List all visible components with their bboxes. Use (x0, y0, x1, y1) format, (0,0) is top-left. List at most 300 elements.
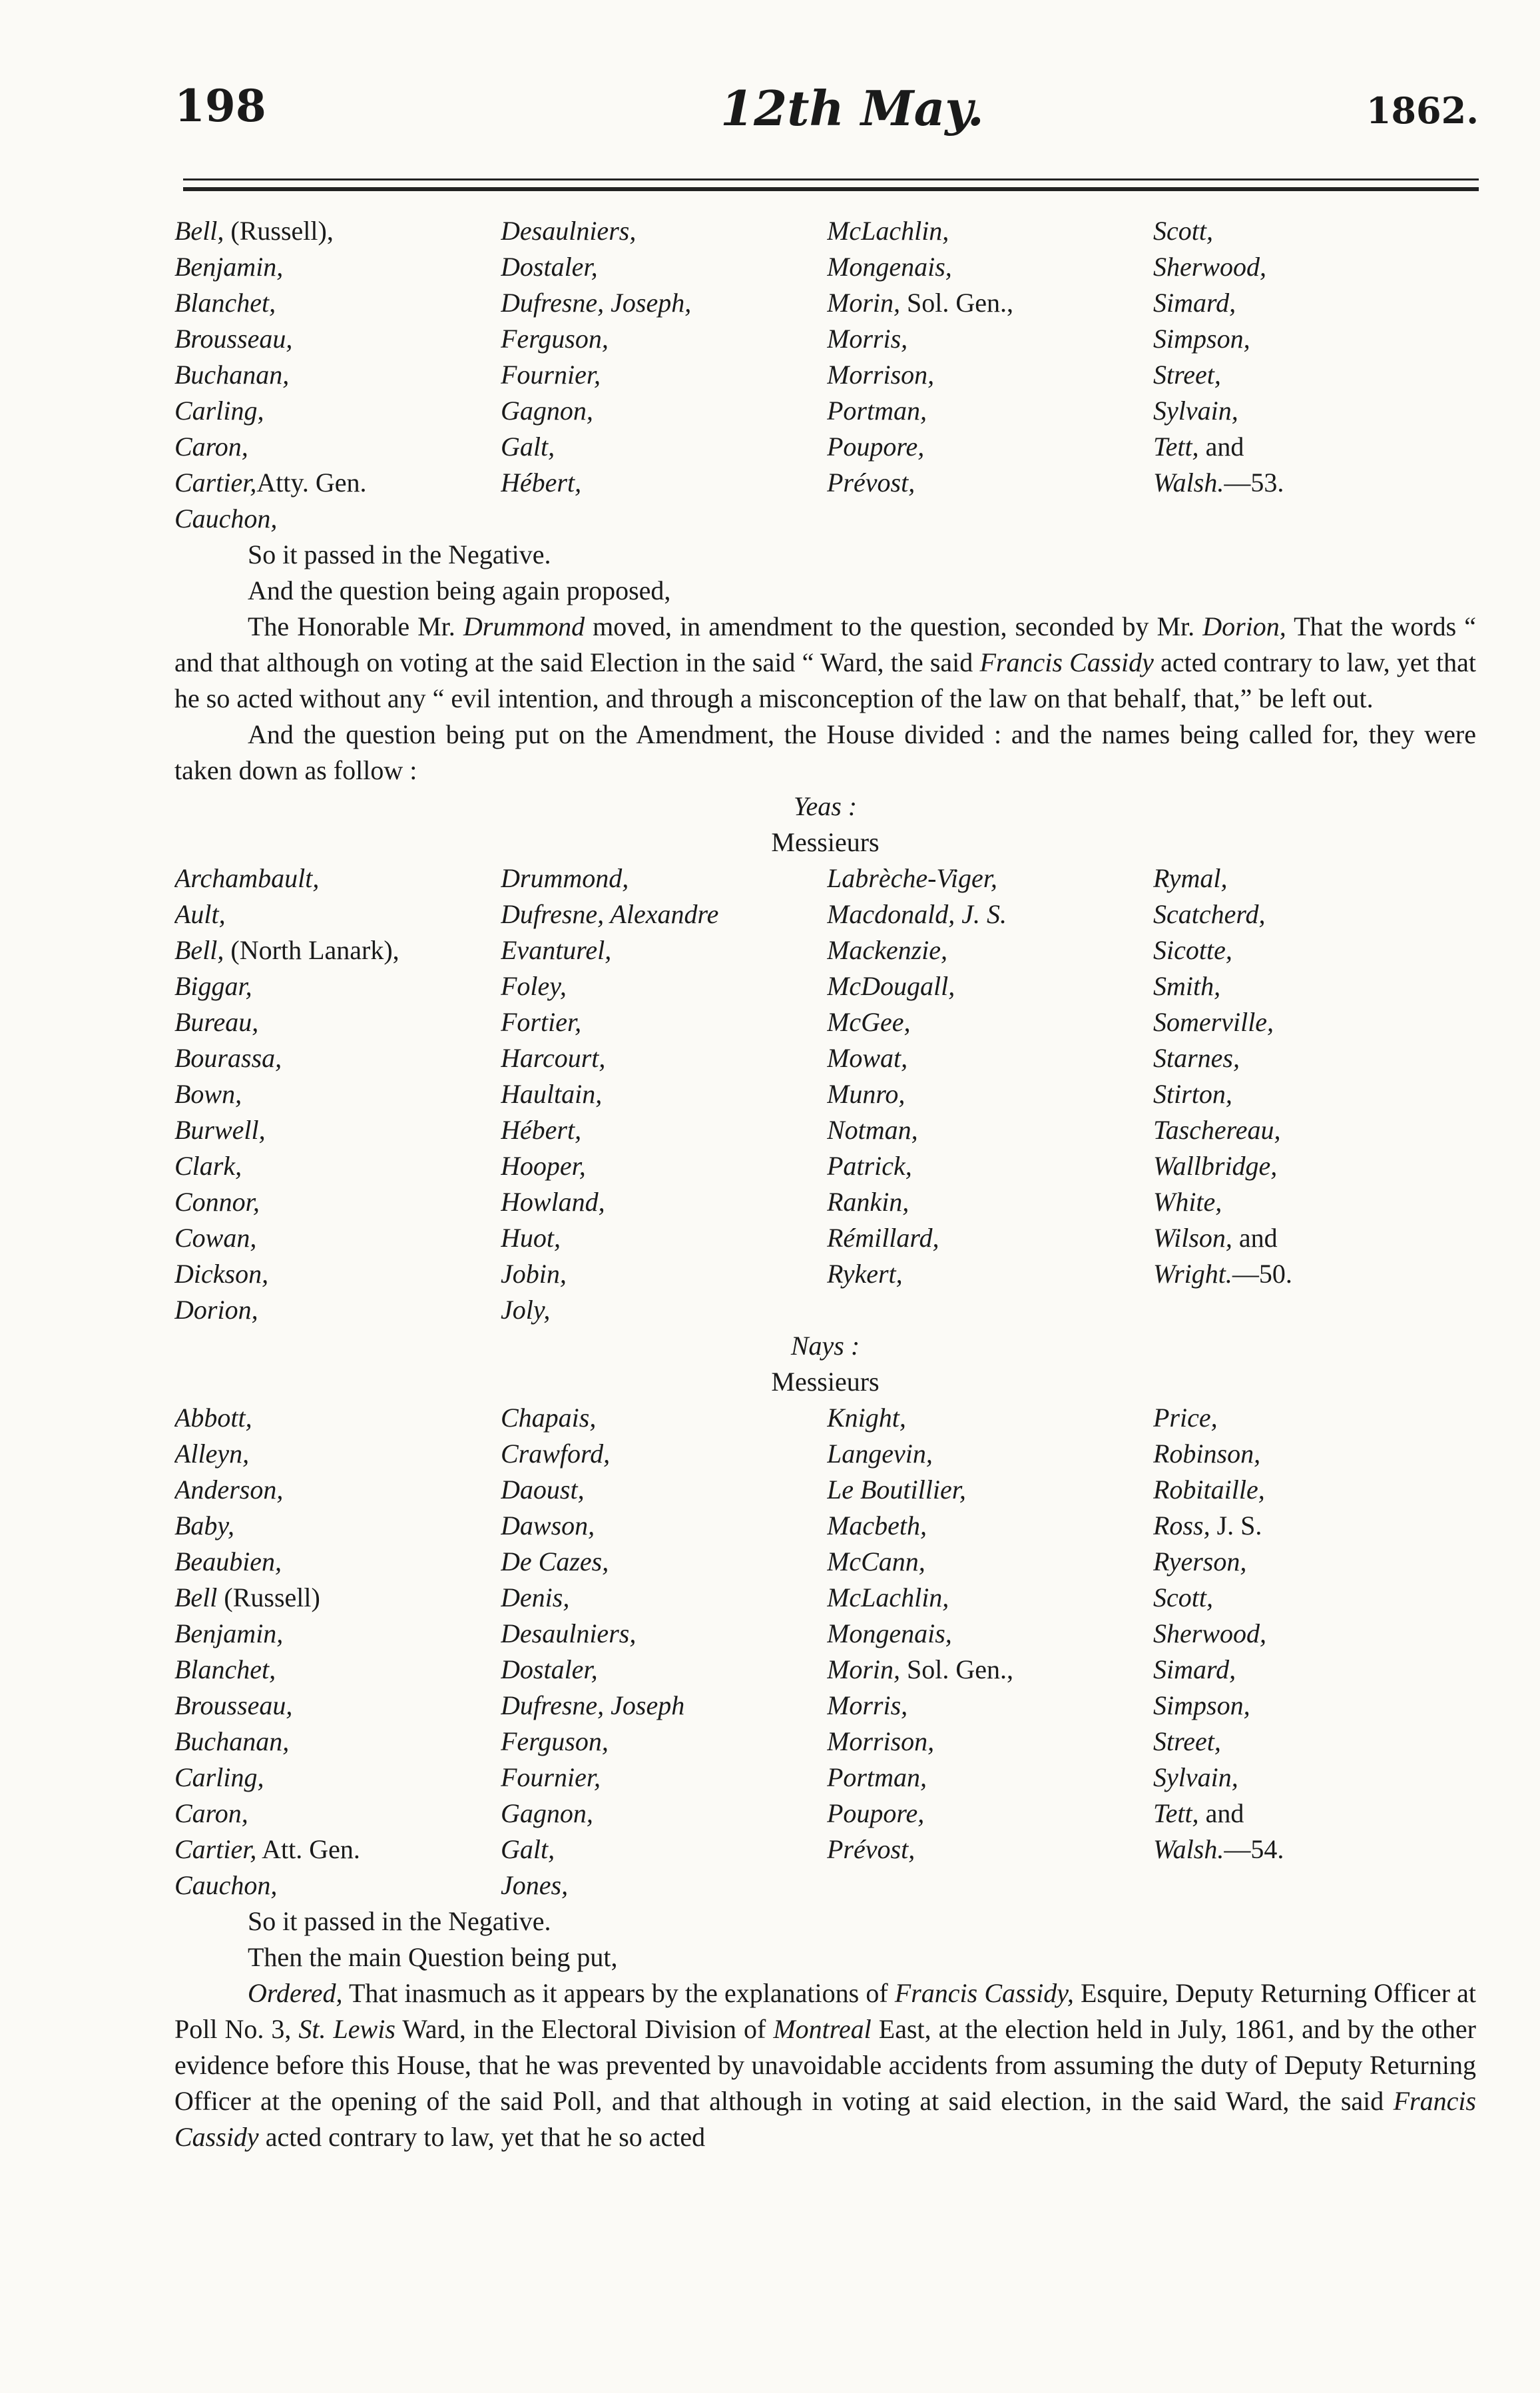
member-name: Dostaler, (501, 1654, 598, 1684)
member-entry (501, 860, 827, 896)
member-entry (827, 1040, 1153, 1076)
member-entry (501, 1832, 827, 1868)
member-name: Gagnon, (501, 1798, 593, 1828)
member-entry (501, 896, 827, 932)
member-name: Dufresne, Joseph, (501, 288, 692, 318)
member-entry (1153, 1580, 1476, 1616)
member-name: Poupore, (827, 1798, 925, 1828)
member-name: Sylvain, (1153, 1762, 1238, 1792)
member-name: Rankin, (827, 1187, 909, 1217)
member-entry (1153, 321, 1476, 357)
member-name: Biggar, (174, 971, 252, 1001)
nays-messieurs: Messieurs (771, 1367, 880, 1397)
question-line: And the question being again proposed, (248, 575, 671, 605)
member-name: Morris, (827, 324, 908, 354)
member-entry (1153, 1256, 1476, 1292)
member-name: Ault, (174, 899, 226, 929)
member-entry (827, 1508, 1153, 1544)
member-entry (174, 357, 501, 393)
member-name: Dawson, (501, 1511, 595, 1540)
yeas-messieurs: Messieurs (771, 827, 880, 857)
member-name: Joly, (501, 1295, 551, 1325)
member-entry (501, 249, 827, 285)
member-entry (501, 1796, 827, 1832)
member-name: Gagnon, (501, 396, 593, 426)
member-suffix: and (1198, 432, 1244, 462)
member-entry (827, 1076, 1153, 1112)
member-name: Blanchet, (174, 1654, 276, 1684)
member-entry (174, 249, 501, 285)
member-entry (501, 1868, 827, 1903)
member-entry (174, 1724, 501, 1760)
member-name: Fournier, (501, 1762, 601, 1792)
member-name: McLachlin, (827, 216, 949, 246)
member-entry (1153, 1400, 1476, 1436)
member-entry (174, 393, 501, 429)
member-name: Le Boutillier, (827, 1475, 966, 1505)
member-suffix: and (1232, 1223, 1278, 1253)
member-name: Burwell, (174, 1115, 266, 1145)
member-entry (827, 1616, 1153, 1652)
member-name: Haultain, (501, 1079, 603, 1109)
member-name: Ferguson, (501, 1726, 609, 1756)
member-name: Evanturel, (501, 935, 612, 965)
member-entry (827, 1580, 1153, 1616)
member-name: Howland, (501, 1187, 605, 1217)
member-entry (827, 393, 1153, 429)
member-entry (501, 357, 827, 393)
member-name: McLachlin, (827, 1582, 949, 1612)
member-entry (1153, 357, 1476, 393)
member-name: Price, (1153, 1403, 1218, 1433)
member-name: Hooper, (501, 1151, 586, 1181)
member-name: Clark, (174, 1151, 242, 1181)
header-rule-thick (183, 187, 1479, 191)
page-number: 198 (174, 80, 266, 132)
member-entry (827, 1544, 1153, 1580)
member-entry (501, 285, 827, 321)
member-entry (827, 357, 1153, 393)
member-entry (174, 1256, 501, 1292)
member-name: Desaulniers, (501, 216, 637, 246)
member-suffix: (Russell) (217, 1582, 320, 1612)
order-text-d: Esquire, Deputy Returning Officer at Poll No. 3, (174, 1978, 1477, 2044)
member-name: Carling, (174, 396, 264, 426)
member-entry (501, 1148, 827, 1184)
member-entry (1153, 465, 1476, 501)
member-entry (174, 1832, 501, 1868)
member-name: Portman, (827, 1762, 927, 1792)
member-entry (827, 429, 1153, 465)
member-entry (1153, 1220, 1476, 1256)
member-name: Baby, (174, 1511, 234, 1540)
member-name: Portman, (827, 396, 927, 426)
member-entry (174, 1076, 501, 1112)
member-suffix: —54. (1224, 1834, 1284, 1864)
member-entry (1153, 285, 1476, 321)
order-text-j: acted contrary to law, yet that he so acted (258, 2122, 706, 2152)
member-entry (1153, 1004, 1476, 1040)
member-entry (1153, 968, 1476, 1004)
header-rule-thin (183, 178, 1479, 180)
member-name: Street, (1153, 1726, 1221, 1756)
member-entry (1153, 1076, 1476, 1112)
member-entry (501, 968, 827, 1004)
order-city-name: Montreal (773, 2014, 872, 2044)
member-entry (174, 1220, 501, 1256)
member-name: Wallbridge, (1153, 1151, 1278, 1181)
member-entry (501, 321, 827, 357)
member-name: Morin, (827, 1654, 900, 1684)
member-name: Blanchet, (174, 288, 276, 318)
member-name: Connor, (174, 1187, 260, 1217)
nays-heading: Nays : (790, 1331, 860, 1361)
member-name: Labrèche-Viger, (827, 863, 997, 893)
member-name: Bell (174, 1582, 218, 1612)
member-name: Rykert, (827, 1259, 903, 1289)
member-name: Cauchon, (174, 1870, 278, 1900)
amendment-text-b: moved, in amendment to the question, seconded by Mr. (585, 611, 1203, 641)
member-entry (1153, 213, 1476, 249)
member-entry (174, 1292, 501, 1328)
member-name: Alleyn, (174, 1439, 250, 1469)
member-entry (501, 1292, 827, 1328)
member-name: Stirton, (1153, 1079, 1232, 1109)
page-year: 1862. (1366, 89, 1479, 132)
member-name: Notman, (827, 1115, 918, 1145)
amendment-text-d: acted contrary to law, yet that he so acted without any “ evil intention, and through a misconception of the law on that behalf, that,” be left out. (174, 647, 1476, 713)
member-name: Sherwood, (1153, 252, 1266, 282)
member-name: Morrison, (827, 360, 935, 390)
member-name: Morrison, (827, 1726, 935, 1756)
member-entry (174, 1004, 501, 1040)
member-entry (1153, 896, 1476, 932)
member-entry (827, 249, 1153, 285)
member-entry (174, 1040, 501, 1076)
member-name: Caron, (174, 432, 248, 462)
member-entry (1153, 1544, 1476, 1580)
result-line: So it passed in the Negative. (248, 539, 551, 569)
member-entry (174, 1544, 501, 1580)
member-name: Smith, (1153, 971, 1221, 1001)
member-entry (501, 429, 827, 465)
member-name: Knight, (827, 1403, 906, 1433)
member-entry (174, 932, 501, 968)
member-entry (1153, 1040, 1476, 1076)
member-name: De Cazes, (501, 1546, 609, 1576)
member-entry (827, 860, 1153, 896)
order-text-b: That inasmuch as it appears by the explanations of (342, 1978, 895, 2008)
member-entry (501, 1544, 827, 1580)
member-name: Denis, (501, 1582, 570, 1612)
member-name: Street, (1153, 360, 1221, 390)
member-name: Munro, (827, 1079, 905, 1109)
member-entry (1153, 1616, 1476, 1652)
member-entry (501, 1436, 827, 1472)
member-name: Huot, (501, 1223, 561, 1253)
member-entry (827, 1256, 1153, 1292)
member-name: Daoust, (501, 1475, 585, 1505)
member-entry (174, 501, 501, 537)
member-entry (827, 465, 1153, 501)
member-suffix: —53. (1224, 468, 1284, 498)
member-entry (827, 1436, 1153, 1472)
member-name: Morris, (827, 1690, 908, 1720)
member-name: Starnes, (1153, 1043, 1240, 1073)
member-entry (1153, 249, 1476, 285)
member-entry (501, 1652, 827, 1688)
ordered-word: Ordered, (248, 1978, 343, 2008)
member-name: Sherwood, (1153, 1618, 1266, 1648)
member-entry (827, 321, 1153, 357)
member-name: McCann, (827, 1546, 925, 1576)
member-entry (501, 1688, 827, 1724)
member-name: Dufresne, Joseph (501, 1690, 685, 1720)
member-name: Ross, (1153, 1511, 1210, 1540)
order-paragraph (174, 1975, 1476, 2155)
page-body (174, 213, 1476, 2155)
nays-list (174, 1400, 1476, 1903)
member-entry (174, 213, 501, 249)
member-entry (174, 1148, 501, 1184)
member-name: Caron, (174, 1798, 248, 1828)
member-entry (827, 1220, 1153, 1256)
member-name: Carling, (174, 1762, 264, 1792)
member-entry (501, 393, 827, 429)
member-entry (501, 1616, 827, 1652)
member-entry (1153, 1436, 1476, 1472)
result-line-2: So it passed in the Negative. (248, 1906, 551, 1936)
member-name: Sicotte, (1153, 935, 1232, 965)
member-entry (174, 429, 501, 465)
member-entry (1153, 1148, 1476, 1184)
member-name: Prévost, (827, 468, 915, 498)
member-name: Langevin, (827, 1439, 933, 1469)
member-name: Taschereau, (1153, 1115, 1281, 1145)
member-entry (827, 1112, 1153, 1148)
member-name: White, (1153, 1187, 1222, 1217)
member-entry (1153, 1652, 1476, 1688)
member-entry (174, 465, 501, 501)
member-entry (827, 896, 1153, 932)
amendment-text-a: The Honorable Mr. (248, 611, 463, 641)
member-entry (501, 1220, 827, 1256)
member-name: Benjamin, (174, 252, 284, 282)
order-name-1: Francis Cassidy, (894, 1978, 1074, 2008)
member-name: Sylvain, (1153, 396, 1238, 426)
member-entry (1153, 1724, 1476, 1760)
member-entry (174, 1652, 501, 1688)
member-name: Hébert, (501, 1115, 582, 1145)
member-name: Scatcherd, (1153, 899, 1266, 929)
member-name: Galt, (501, 432, 555, 462)
member-entry (1153, 1796, 1476, 1832)
member-entry (1153, 932, 1476, 968)
member-entry (174, 1796, 501, 1832)
officer-name: Francis Cassidy (979, 647, 1154, 677)
division-paragraph: And the question being put on the Amendment, the House divided : and the names being called for, they were taken down as follow : (174, 719, 1476, 785)
member-name: Mongenais, (827, 252, 952, 282)
member-entry (827, 1688, 1153, 1724)
member-entry (1153, 1688, 1476, 1724)
member-name: Macdonald, J. S. (827, 899, 1007, 929)
member-entry (501, 1076, 827, 1112)
member-name: Mongenais, (827, 1618, 952, 1648)
member-name: Simard, (1153, 288, 1236, 318)
member-entry (174, 1868, 501, 1903)
member-entry (827, 968, 1153, 1004)
member-entry (827, 932, 1153, 968)
member-name: Dorion, (174, 1295, 258, 1325)
order-name-2: Francis Cassidy (174, 2086, 1476, 2152)
member-name: McGee, (827, 1007, 911, 1037)
member-entry (1153, 1112, 1476, 1148)
page-header (174, 80, 1479, 153)
member-name: Patrick, (827, 1151, 912, 1181)
member-entry (827, 1004, 1153, 1040)
order-text-h: East, at the election held in July, 1861, and by the other evidence before this House, that he was prevented by unavoidable accidents from assuming the duty of Deputy Returning Officer at the opening of the said Poll, and that although in voting at said election, in the said Ward, the said (174, 2014, 1476, 2116)
mover-name: Drummond (463, 611, 585, 641)
member-entry (827, 285, 1153, 321)
member-name: Simard, (1153, 1654, 1236, 1684)
member-suffix: (North Lanark), (224, 935, 399, 965)
member-entry (174, 1184, 501, 1220)
member-name: Somerville, (1153, 1007, 1274, 1037)
member-name: Anderson, (174, 1475, 284, 1505)
member-entry (501, 1112, 827, 1148)
member-entry (827, 1472, 1153, 1508)
member-entry (174, 968, 501, 1004)
member-entry (501, 932, 827, 968)
member-entry (174, 1688, 501, 1724)
member-name: Hébert, (501, 468, 582, 498)
member-entry (827, 1760, 1153, 1796)
member-name: Benjamin, (174, 1618, 284, 1648)
member-entry (174, 860, 501, 896)
member-name: Crawford, (501, 1439, 611, 1469)
member-entry (827, 1652, 1153, 1688)
member-name: Archambault, (174, 863, 320, 893)
member-entry (501, 1040, 827, 1076)
member-name: Bell, (174, 216, 224, 246)
member-name: Cartier, (174, 1834, 257, 1864)
order-text-f: Ward, in the Electoral Division of (395, 2014, 774, 2044)
member-name: Morin, (827, 288, 900, 318)
member-entry (827, 1148, 1153, 1184)
order-ward-name: St. Lewis (298, 2014, 395, 2044)
member-name: Brousseau, (174, 324, 293, 354)
member-name: Wilson, (1153, 1223, 1232, 1253)
member-entry (174, 285, 501, 321)
member-name: Scott, (1153, 216, 1213, 246)
member-entry (501, 1400, 827, 1436)
member-suffix: Sol. Gen., (900, 288, 1013, 318)
member-entry (827, 1400, 1153, 1436)
member-name: Robitaille, (1153, 1475, 1265, 1505)
member-name: Brousseau, (174, 1690, 293, 1720)
yeas-heading: Yeas : (793, 791, 858, 821)
member-suffix: Atty. Gen. (256, 468, 367, 498)
member-name: Bureau, (174, 1007, 259, 1037)
member-entry (1153, 1508, 1476, 1544)
member-entry (174, 1508, 501, 1544)
member-entry (501, 1256, 827, 1292)
member-name: Robinson, (1153, 1439, 1261, 1469)
member-entry (174, 896, 501, 932)
member-entry (1153, 1760, 1476, 1796)
member-entry (501, 1760, 827, 1796)
division-list-continued (174, 213, 1476, 537)
member-name: Wright. (1153, 1259, 1232, 1289)
member-name: Jobin, (501, 1259, 567, 1289)
member-name: Poupore, (827, 432, 925, 462)
member-name: Mowat, (827, 1043, 908, 1073)
member-entry (501, 213, 827, 249)
member-name: Dufresne, Alexandre (501, 899, 719, 929)
member-name: Fortier, (501, 1007, 582, 1037)
seconder-name: Dorion, (1202, 611, 1286, 641)
member-entry (501, 1508, 827, 1544)
member-suffix: —50. (1232, 1259, 1292, 1289)
yeas-list (174, 860, 1476, 1328)
member-name: Cartier, (174, 468, 257, 498)
member-name: Chapais, (501, 1403, 597, 1433)
member-entry (174, 1616, 501, 1652)
member-entry (501, 1580, 827, 1616)
member-name: Ferguson, (501, 324, 609, 354)
member-suffix: and (1198, 1798, 1244, 1828)
member-name: Dickson, (174, 1259, 269, 1289)
member-name: Bourassa, (174, 1043, 282, 1073)
member-entry (1153, 429, 1476, 465)
member-name: Drummond, (501, 863, 629, 893)
member-entry (501, 1472, 827, 1508)
member-entry (501, 1004, 827, 1040)
member-entry (501, 1184, 827, 1220)
member-entry (827, 1796, 1153, 1832)
member-name: Galt, (501, 1834, 555, 1864)
member-entry (827, 1832, 1153, 1868)
member-name: Harcourt, (501, 1043, 606, 1073)
member-entry (174, 1112, 501, 1148)
member-entry (174, 1472, 501, 1508)
member-name: Mackenzie, (827, 935, 948, 965)
member-name: McDougall, (827, 971, 955, 1001)
member-entry (1153, 1832, 1476, 1868)
amendment-text-c: That the words “ and that although on voting at the said Election in the said “ Ward, the said (174, 611, 1476, 677)
member-name: Cauchon, (174, 504, 278, 533)
member-name: Dostaler, (501, 252, 598, 282)
member-name: Ryerson, (1153, 1546, 1247, 1576)
member-entry (174, 1760, 501, 1796)
amendment-paragraph (174, 609, 1476, 717)
main-question-line: Then the main Question being put, (248, 1942, 618, 1972)
member-suffix: Sol. Gen., (900, 1654, 1013, 1684)
member-entry (827, 1184, 1153, 1220)
member-name: Prévost, (827, 1834, 915, 1864)
member-name: Macbeth, (827, 1511, 927, 1540)
member-entry (1153, 393, 1476, 429)
member-name: Desaulniers, (501, 1618, 637, 1648)
member-entry (501, 1724, 827, 1760)
member-name: Rymal, (1153, 863, 1228, 893)
member-name: Simpson, (1153, 1690, 1250, 1720)
member-entry (174, 1400, 501, 1436)
member-name: Bell, (174, 935, 224, 965)
member-entry (174, 1436, 501, 1472)
member-suffix: (Russell), (224, 216, 334, 246)
member-name: Walsh. (1153, 1834, 1224, 1864)
